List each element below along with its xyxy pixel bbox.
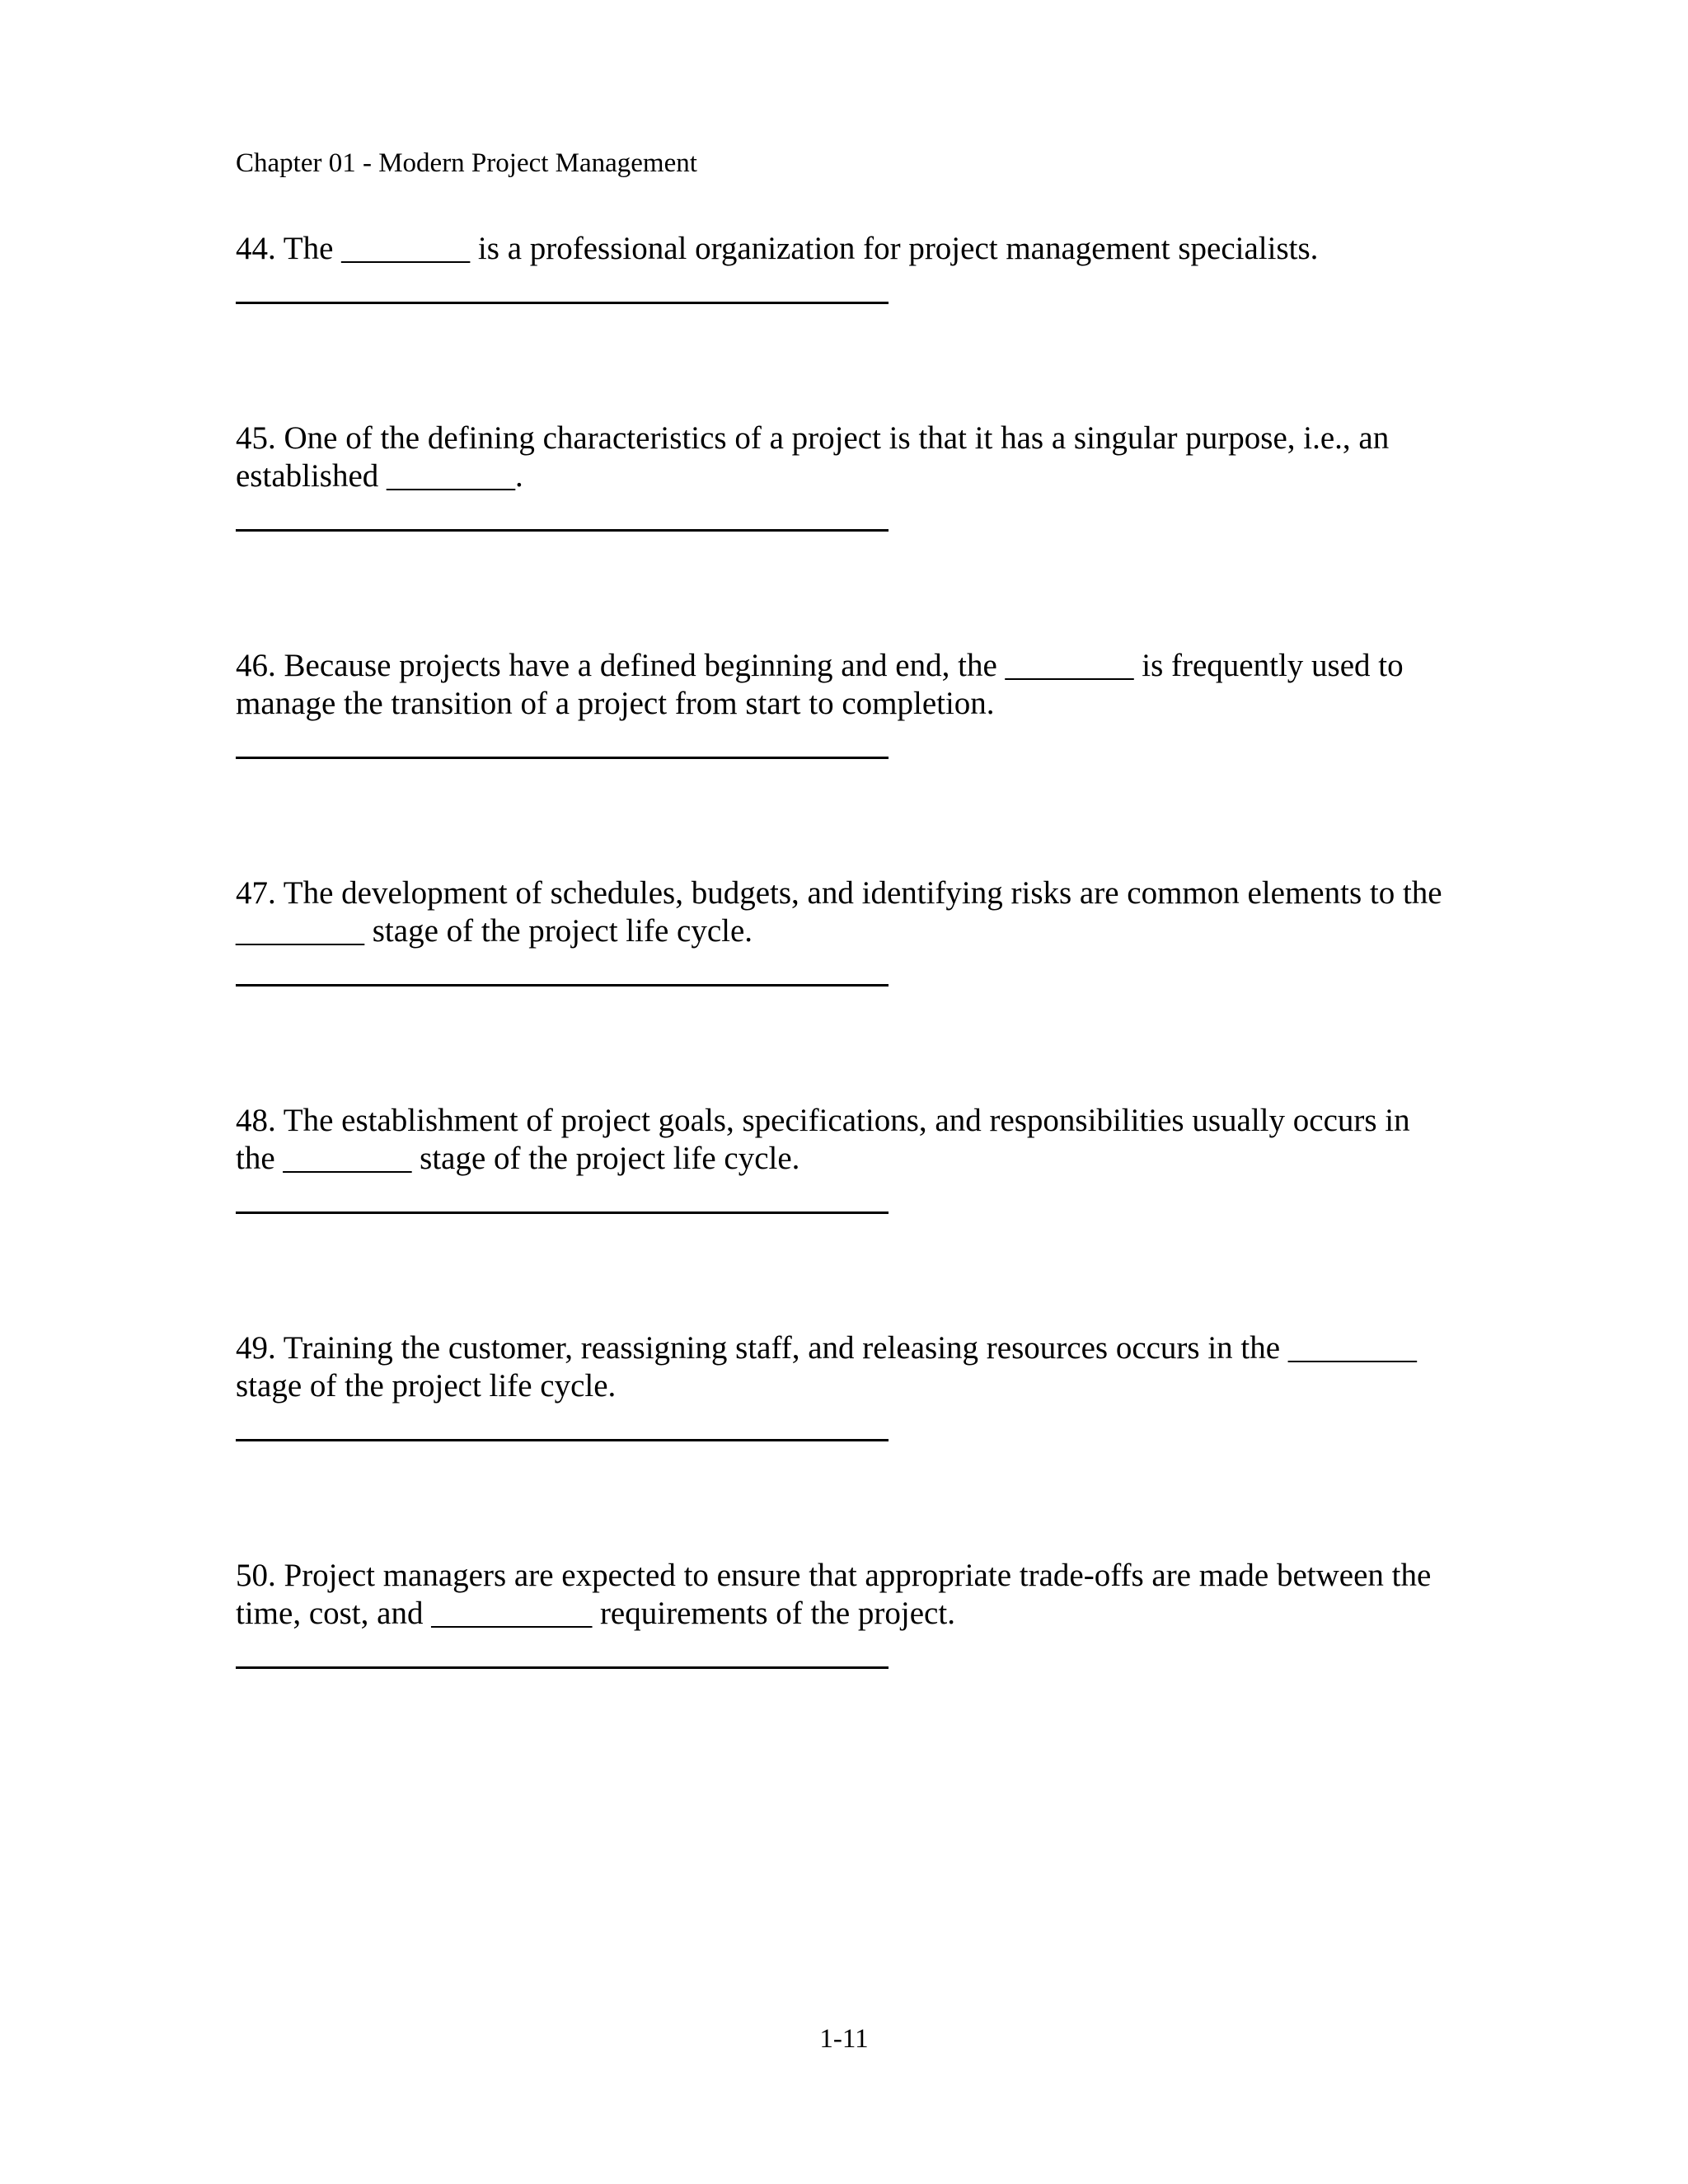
question-text-line: established ________. bbox=[236, 458, 523, 494]
question-text-line: 50. Project managers are expected to ensure that appropriate trade-offs are made between the bbox=[236, 1558, 1432, 1593]
question-text-line: stage of the project life cycle. bbox=[236, 1368, 617, 1404]
question-46 bbox=[236, 647, 1489, 723]
question-45 bbox=[236, 419, 1489, 495]
question-text-line: manage the transition of a project from start to completion. bbox=[236, 686, 995, 721]
question-text-line: 46. Because projects have a defined beginning and end, the ________ is frequently used to bbox=[236, 648, 1404, 683]
chapter-header: Chapter 01 - Modern Project Management bbox=[236, 148, 697, 178]
answer-line-50[interactable] bbox=[236, 1666, 889, 1669]
answer-line-45[interactable] bbox=[236, 529, 889, 532]
question-50 bbox=[236, 1557, 1489, 1633]
question-text-line: 48. The establishment of project goals, specifications, and responsibilities usually occurs in bbox=[236, 1103, 1410, 1138]
question-48 bbox=[236, 1102, 1489, 1178]
answer-line-46[interactable] bbox=[236, 757, 889, 759]
question-49 bbox=[236, 1329, 1489, 1405]
answer-line-44[interactable] bbox=[236, 302, 889, 304]
question-text-line: ________ stage of the project life cycle. bbox=[236, 913, 753, 949]
page-number: 1-11 bbox=[819, 2024, 869, 2054]
question-text-line: the ________ stage of the project life cycle. bbox=[236, 1141, 800, 1176]
answer-line-48[interactable] bbox=[236, 1212, 889, 1214]
question-text-line: 45. One of the defining characteristics of a project is that it has a singular purpose, i.e., an bbox=[236, 420, 1390, 456]
question-44 bbox=[236, 230, 1489, 268]
answer-line-49[interactable] bbox=[236, 1439, 889, 1441]
question-text-line: 44. The ________ is a professional organization for project management specialists. bbox=[236, 231, 1319, 266]
question-47 bbox=[236, 874, 1489, 950]
answer-line-47[interactable] bbox=[236, 984, 889, 987]
question-text-line: 49. Training the customer, reassigning staff, and releasing resources occurs in the ________ bbox=[236, 1330, 1417, 1366]
question-text-line: 47. The development of schedules, budgets, and identifying risks are common elements to the bbox=[236, 875, 1442, 911]
question-text-line: time, cost, and __________ requirements of the project. bbox=[236, 1596, 955, 1631]
